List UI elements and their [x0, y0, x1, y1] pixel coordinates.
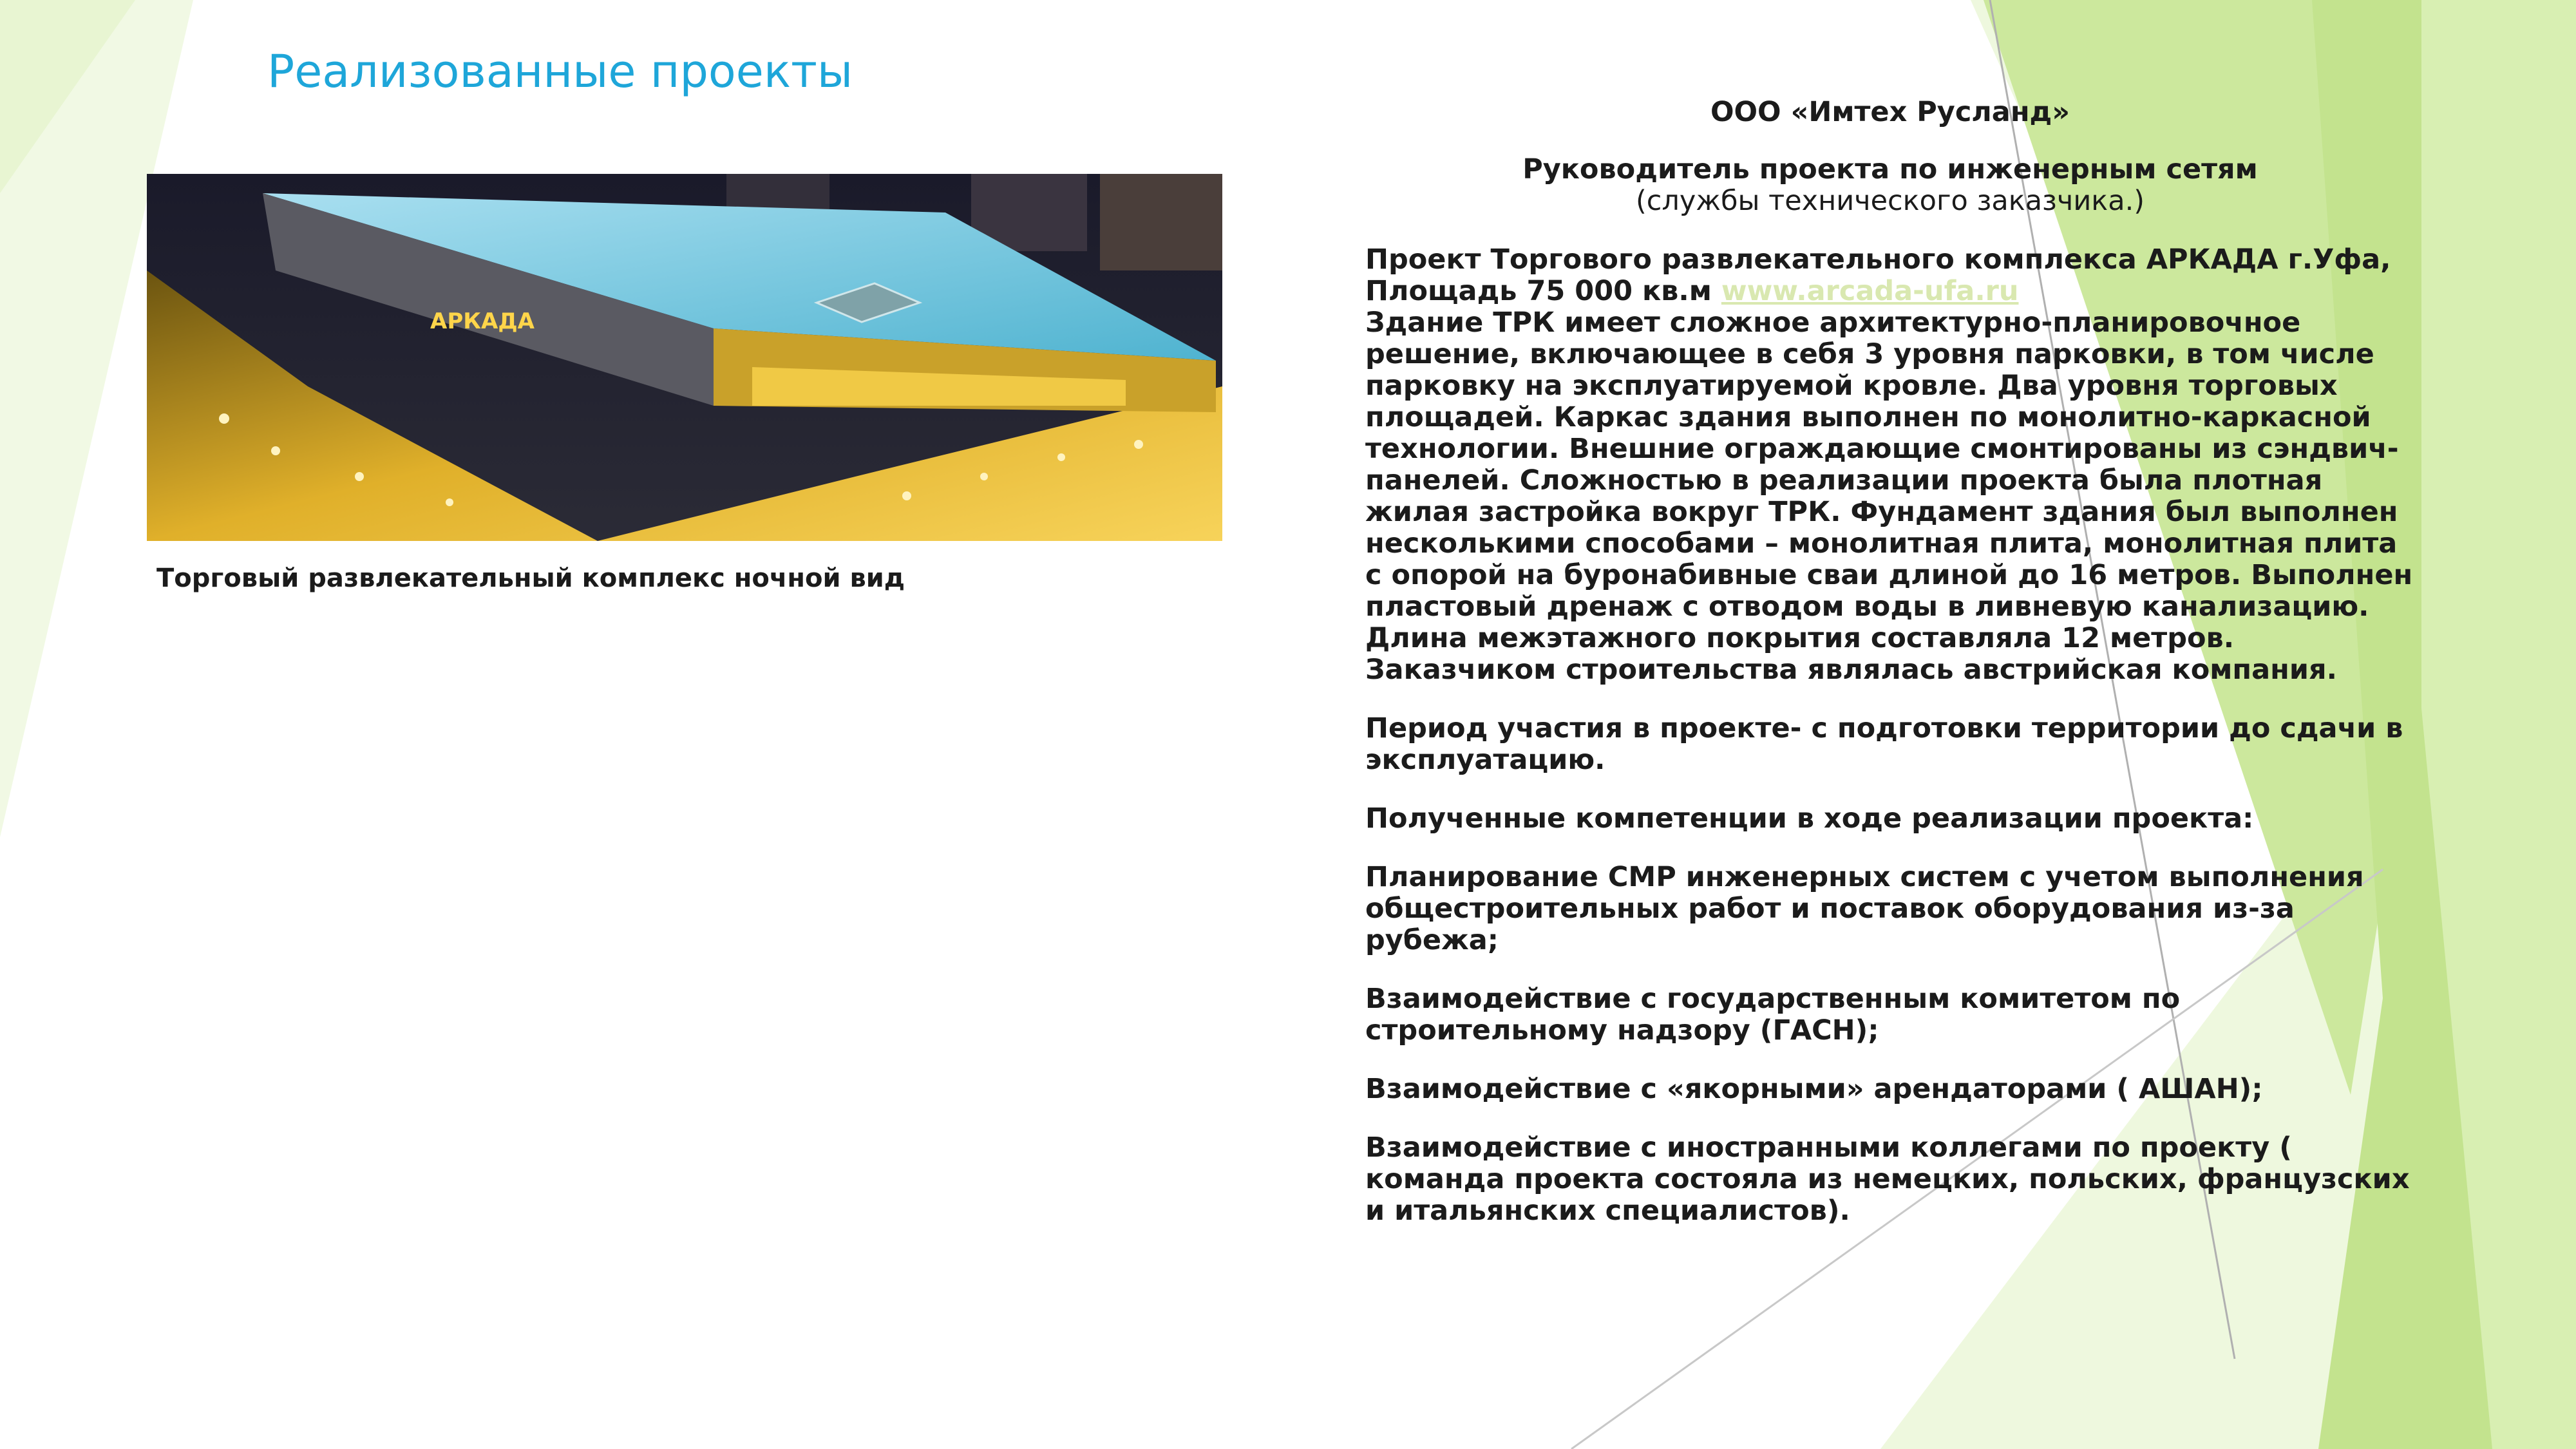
role-note: (службы технического заказчика.) [1635, 185, 2145, 217]
company-name: ООО «Имтех Русланд» [1710, 96, 2070, 128]
area-text: Площадь 75 000 кв.м [1365, 275, 1721, 307]
role-title: Руководитель проекта по инженерным сетям [1522, 153, 2258, 185]
slide-title: Реализованные проекты [267, 45, 853, 98]
competency-item: Планирование СМР инженерных систем с учетом выполнения общестроительных работ и поставок оборудования из-за рубежа; [1365, 861, 2364, 956]
competency-item: Взаимодействие с иностранными коллегами по проекту ( команда проекта состояла из немецких, польских, французских и итальянских специалистов). [1365, 1132, 2410, 1227]
competencies-heading: Полученные компетенции в ходе реализации проекта: [1365, 802, 2254, 835]
mall-night-photo [147, 174, 1222, 541]
project-area [1365, 276, 2415, 307]
competency-item: Взаимодействие с «якорными» арендаторами ( АШАН); [1365, 1073, 2263, 1105]
photo-sign: АРКАДА [430, 308, 535, 334]
competency-item: Взаимодействие с государственным комитетом по строительному надзору (ГАСН); [1365, 983, 2181, 1046]
project-details: Здание ТРК имеет сложное архитектурно-планировочное решение, включающее в себя 3 уровня парковки, в том числе парковку на эксплуатируемой кровле. Два уровня торговых площадей. Каркас здания выполнен по монолитно-каркасной технологии. Внешние ограждающие смонтированы из сэндвич-панелей. Сложностью в реализации проекта была плотная жилая застройка вокруг ТРК. Фундамент здания был выполнен несколькими способами – монолитная плита, монолитная плита с опорой на буронабивные сваи длиной до 16 метров. Выполнен пластовый дренаж с отводом воды в ливневую канализацию. Длина межэтажного покрытия составляла 12 метров. Заказчиком строительства являлась австрийская компания. [1365, 307, 2413, 686]
photo-caption: Торговый развлекательный комплекс ночной вид [156, 564, 905, 593]
project-description [1365, 97, 2415, 1227]
project-name: Проект Торгового развлекательного комплекса АРКАДА г.Уфа, [1365, 243, 2391, 276]
participation-period: Период участия в проекте- с подготовки территории до сдачи в эксплуатацию. [1365, 712, 2403, 776]
website-link[interactable]: www.arcada-ufa.ru [1721, 275, 2019, 307]
